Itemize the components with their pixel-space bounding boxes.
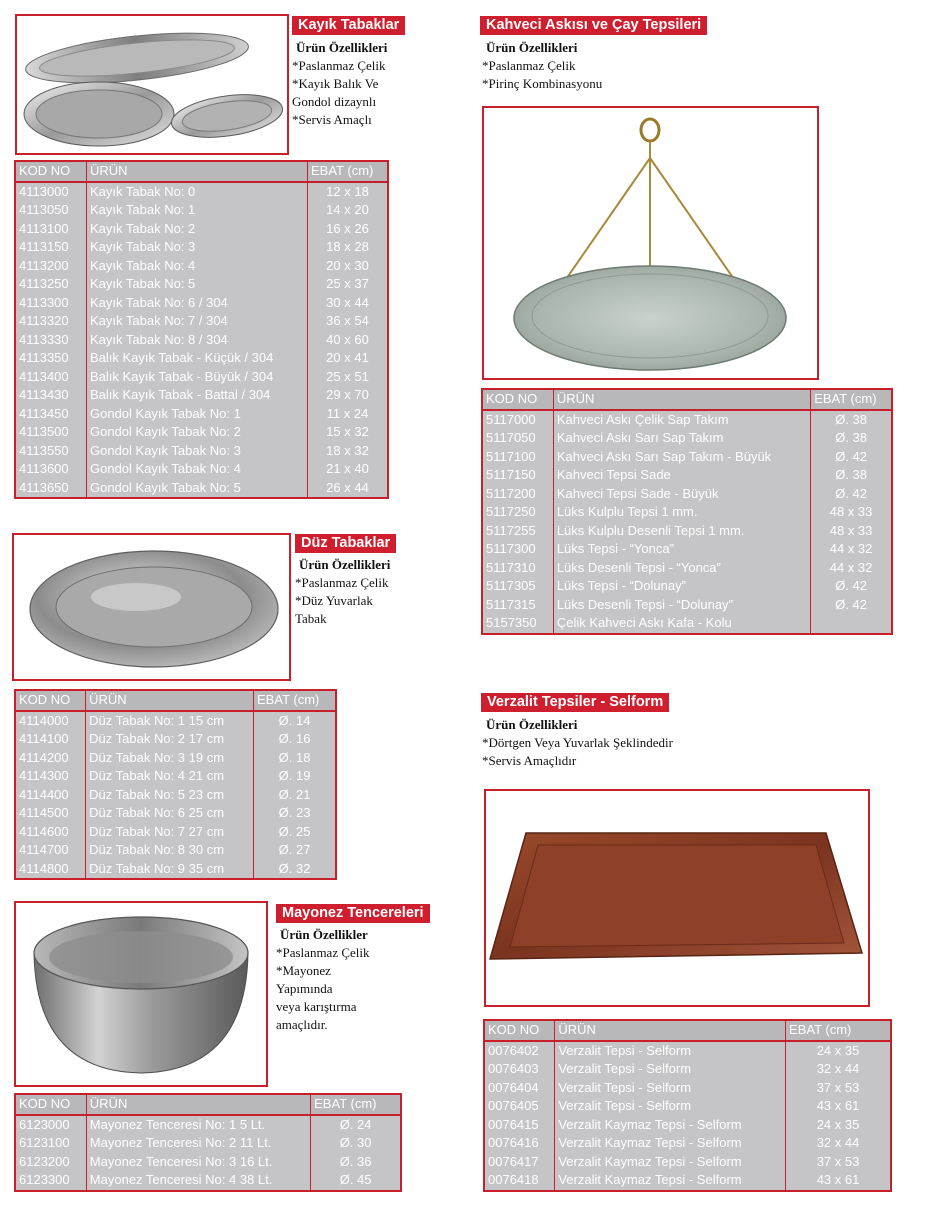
cell-ebat — [810, 614, 891, 633]
table-row — [16, 220, 387, 239]
cell-kod-no: 4114700 — [19, 842, 69, 857]
table-row — [16, 730, 335, 749]
duz-feature-line: Tabak — [295, 611, 327, 626]
cell-urun: Düz Tabak No: 7 27 cm — [85, 823, 253, 842]
cell-urun: Kayık Tabak No: 5 — [86, 275, 307, 294]
header-kod-no: KOD NO — [486, 391, 538, 406]
cell-urun: Düz Tabak No: 5 23 cm — [85, 786, 253, 805]
mayonez-feature-line: amaçlıdır. — [276, 1017, 328, 1032]
table-row — [485, 1116, 890, 1135]
cell-ebat: Ø. 16 — [253, 730, 335, 749]
cell-ebat: 40 x 60 — [307, 331, 387, 350]
mayonez-feature-line: *Paslanmaz Çelik — [276, 945, 370, 960]
table-row — [485, 1134, 890, 1153]
cell-kod-no: 4113450 — [19, 405, 69, 421]
flat-plate-illustration — [14, 535, 289, 679]
table-row — [483, 411, 891, 430]
cell-kod-no: 4114200 — [19, 749, 69, 765]
cell-ebat: 20 x 41 — [307, 349, 387, 368]
cell-urun: Düz Tabak No: 1 15 cm — [85, 712, 253, 731]
cell-urun: Lüks Desenli Tepsi - “Yonca” — [553, 559, 810, 578]
table-row — [483, 485, 891, 504]
cell-kod-no: 4114000 — [19, 712, 69, 728]
cell-urun: Kayık Tabak No: 3 — [86, 238, 307, 257]
cell-kod-no: 4113320 — [19, 313, 69, 328]
cell-ebat: Ø. 36 — [310, 1153, 400, 1172]
table-row — [483, 614, 891, 633]
cell-kod-no: 4113000 — [19, 183, 69, 199]
cell-kod-no: 5117000 — [486, 411, 536, 427]
header-urun: ÜRÜN — [86, 162, 307, 181]
oval-trays-illustration — [17, 16, 287, 153]
header-ebat: EBAT (cm) — [310, 1095, 400, 1114]
cell-ebat: Ø. 27 — [253, 841, 335, 860]
cell-kod-no: 4114300 — [19, 768, 69, 783]
cell-urun: Balık Kayık Tabak - Küçük / 304 — [86, 349, 307, 368]
cell-urun: Çelik Kahveci Askı Kafa - Kolu — [553, 614, 810, 633]
mayonez-features — [276, 926, 406, 1034]
cell-ebat: 24 x 35 — [785, 1116, 890, 1135]
cell-kod-no: 4113100 — [19, 220, 69, 236]
header-kod-no: KOD NO — [19, 1096, 71, 1111]
cell-urun: Verzalit Kaymaz Tepsi - Selform — [554, 1116, 785, 1135]
cell-urun: Düz Tabak No: 9 35 cm — [85, 860, 253, 879]
duz-features — [295, 556, 415, 628]
cell-kod-no: 4114500 — [19, 805, 69, 820]
verzalit-feature-line: *Servis Amaçlıdır — [482, 753, 577, 768]
table-row — [16, 183, 387, 202]
cell-ebat: Ø. 38 — [810, 466, 891, 485]
cell-ebat: Ø. 42 — [810, 485, 891, 504]
cell-urun: Lüks Desenli Tepsi - “Dolunay” — [553, 596, 810, 615]
cell-ebat: 25 x 37 — [307, 275, 387, 294]
cell-urun: Düz Tabak No: 4 21 cm — [85, 767, 253, 786]
cell-urun: Düz Tabak No: 8 30 cm — [85, 841, 253, 860]
cell-ebat: 44 x 32 — [810, 559, 891, 578]
cell-urun: Gondol Kayık Tabak No: 2 — [86, 423, 307, 442]
table-row — [16, 405, 387, 424]
cell-urun: Düz Tabak No: 3 19 cm — [85, 749, 253, 768]
kayik-features-heading: Ürün Özellikleri — [296, 40, 388, 55]
cell-ebat: 25 x 51 — [307, 368, 387, 387]
cell-kod-no: 4113600 — [19, 461, 69, 476]
cell-kod-no: 5117255 — [486, 522, 536, 538]
cell-ebat: 32 x 44 — [785, 1060, 890, 1079]
cell-urun: Kahveci Askı Sarı Sap Takım - Büyük — [553, 448, 810, 467]
cell-kod-no: 6123200 — [19, 1153, 70, 1169]
header-urun: ÜRÜN — [553, 390, 810, 409]
table-row — [483, 429, 891, 448]
cell-urun: Kayık Tabak No: 4 — [86, 257, 307, 276]
kahveci-product-table — [481, 388, 893, 635]
cell-urun: Verzalit Tepsi - Selform — [554, 1097, 785, 1116]
table-row — [483, 466, 891, 485]
kahveci-feature-line: *Paslanmaz Çelik — [482, 58, 576, 73]
cell-ebat: 24 x 35 — [785, 1042, 890, 1061]
cell-urun: Kahveci Askı Sarı Sap Takım — [553, 429, 810, 448]
header-urun: ÜRÜN — [85, 691, 253, 710]
cell-ebat: 43 x 61 — [785, 1171, 890, 1190]
cell-kod-no: 0076417 — [488, 1153, 539, 1169]
cell-urun: Lüks Kulplu Tepsi 1 mm. — [553, 503, 810, 522]
kayik-feature-line: *Paslanmaz Çelik — [292, 58, 386, 73]
cell-urun: Gondol Kayık Tabak No: 3 — [86, 442, 307, 461]
table-row — [16, 860, 335, 879]
kayik-feature-line: *Kayık Balık Ve — [292, 76, 379, 91]
cell-urun: Kayık Tabak No: 2 — [86, 220, 307, 239]
verzalit-section-title: Verzalit Tepsiler - Selform — [481, 693, 669, 712]
cell-urun: Kayık Tabak No: 8 / 304 — [86, 331, 307, 350]
verzalit-features-heading: Ürün Özellikleri — [486, 717, 578, 732]
duz-features-heading: Ürün Özellikleri — [299, 557, 391, 572]
table-header-row — [485, 1021, 890, 1042]
kayik-tabak-photo — [15, 14, 289, 155]
table-row — [483, 522, 891, 541]
table-row — [485, 1153, 890, 1172]
cell-urun: Verzalit Tepsi - Selform — [554, 1079, 785, 1098]
table-row — [16, 238, 387, 257]
mayonez-features-heading: Ürün Özellikler — [280, 927, 368, 942]
table-row — [485, 1060, 890, 1079]
table-row — [16, 479, 387, 498]
table-row — [16, 1171, 400, 1190]
mayonez-feature-line: Yapımında — [276, 981, 333, 996]
cell-kod-no: 0076403 — [488, 1061, 539, 1076]
header-kod-no: KOD NO — [19, 163, 71, 178]
kahveci-feature-line: *Pirinç Kombinasyonu — [482, 76, 603, 91]
cell-urun: Verzalit Kaymaz Tepsi - Selform — [554, 1171, 785, 1190]
kayik-features — [292, 39, 422, 129]
cell-ebat: 12 x 18 — [307, 183, 387, 202]
cell-urun: Gondol Kayık Tabak No: 5 — [86, 479, 307, 498]
cell-ebat: 48 x 33 — [810, 503, 891, 522]
cell-kod-no: 4113050 — [19, 202, 69, 217]
cell-urun: Verzalit Kaymaz Tepsi - Selform — [554, 1153, 785, 1172]
kahveci-features-heading: Ürün Özellikleri — [486, 40, 578, 55]
cell-ebat: Ø. 38 — [810, 429, 891, 448]
kahveci-section-title: Kahveci Askısı ve Çay Tepsileri — [480, 16, 707, 35]
verzalit-product-table — [483, 1019, 892, 1192]
cell-kod-no: 0076402 — [488, 1042, 539, 1058]
cell-urun: Kayık Tabak No: 7 / 304 — [86, 312, 307, 331]
cell-ebat: 44 x 32 — [810, 540, 891, 559]
cell-kod-no: 5157350 — [486, 615, 537, 630]
cell-urun: Mayonez Tenceresi No: 3 16 Lt. — [86, 1153, 310, 1172]
cell-kod-no: 6123300 — [19, 1172, 70, 1187]
cell-ebat: Ø. 21 — [253, 786, 335, 805]
cell-ebat: Ø. 25 — [253, 823, 335, 842]
cell-urun: Balık Kayık Tabak - Battal / 304 — [86, 386, 307, 405]
cell-kod-no: 4113500 — [19, 424, 69, 439]
cell-kod-no: 0076405 — [488, 1098, 539, 1113]
table-row — [16, 749, 335, 768]
cell-urun: Düz Tabak No: 6 25 cm — [85, 804, 253, 823]
cell-urun: Lüks Tepsi - “Dolunay” — [553, 577, 810, 596]
cell-ebat: 26 x 44 — [307, 479, 387, 498]
cell-kod-no: 4113400 — [19, 368, 69, 384]
table-row — [16, 1153, 400, 1172]
header-kod-no: KOD NO — [19, 692, 71, 707]
cell-kod-no: 5117150 — [486, 467, 536, 482]
header-urun: ÜRÜN — [86, 1095, 310, 1114]
cell-urun: Kahveci Askı Çelik Sap Takım — [553, 411, 810, 430]
verzalit-features — [482, 716, 742, 770]
duz-product-table — [14, 689, 337, 880]
cell-urun: Kayık Tabak No: 6 / 304 — [86, 294, 307, 313]
cell-ebat: 18 x 28 — [307, 238, 387, 257]
cell-kod-no: 0076416 — [488, 1135, 539, 1150]
header-ebat: EBAT (cm) — [253, 691, 335, 710]
table-row — [16, 786, 335, 805]
cell-ebat: Ø. 42 — [810, 596, 891, 615]
cell-ebat: 11 x 24 — [307, 405, 387, 424]
cell-ebat: 29 x 70 — [307, 386, 387, 405]
table-row — [16, 767, 335, 786]
cell-ebat: 37 x 53 — [785, 1153, 890, 1172]
wood-tray-illustration — [486, 791, 868, 1005]
cell-ebat: 48 x 33 — [810, 522, 891, 541]
duz-tabak-photo — [12, 533, 291, 681]
table-row — [16, 201, 387, 220]
cell-ebat: 16 x 26 — [307, 220, 387, 239]
table-row — [16, 275, 387, 294]
mayonez-feature-line: veya karıştırma — [276, 999, 357, 1014]
cell-kod-no: 6123100 — [19, 1135, 70, 1150]
header-ebat: EBAT (cm) — [307, 162, 387, 181]
cell-urun: Verzalit Tepsi - Selform — [554, 1042, 785, 1061]
cell-urun: Mayonez Tenceresi No: 2 11 Lt. — [86, 1134, 310, 1153]
kahveci-photo — [482, 106, 819, 380]
cell-kod-no: 5117310 — [486, 559, 536, 575]
kayik-section-title: Kayık Tabaklar — [292, 16, 405, 35]
cell-urun: Verzalit Kaymaz Tepsi - Selform — [554, 1134, 785, 1153]
cell-urun: Verzalit Tepsi - Selform — [554, 1060, 785, 1079]
cell-ebat: 36 x 54 — [307, 312, 387, 331]
cell-ebat: Ø. 18 — [253, 749, 335, 768]
table-row — [483, 448, 891, 467]
cell-ebat: Ø. 24 — [310, 1116, 400, 1135]
cell-kod-no: 4113350 — [19, 350, 69, 365]
cell-urun: Mayonez Tenceresi No: 1 5 Lt. — [86, 1116, 310, 1135]
cell-ebat: 30 x 44 — [307, 294, 387, 313]
cell-kod-no: 4113150 — [19, 239, 69, 254]
cell-ebat: 37 x 53 — [785, 1079, 890, 1098]
table-row — [483, 577, 891, 596]
verzalit-photo — [484, 789, 870, 1007]
cell-urun: Gondol Kayık Tabak No: 1 — [86, 405, 307, 424]
cell-kod-no: 5117315 — [486, 596, 536, 612]
table-row — [485, 1079, 890, 1098]
cell-kod-no: 5117050 — [486, 430, 536, 445]
cell-kod-no: 4114600 — [19, 823, 69, 839]
cell-urun: Lüks Tepsi - “Yonca” — [553, 540, 810, 559]
cell-ebat: Ø. 45 — [310, 1171, 400, 1190]
table-row — [16, 423, 387, 442]
cell-urun: Kayık Tabak No: 1 — [86, 201, 307, 220]
cell-kod-no: 4114100 — [19, 731, 69, 746]
table-header-row — [16, 691, 335, 712]
cell-kod-no: 5117100 — [486, 448, 536, 464]
cell-kod-no: 4113300 — [19, 294, 69, 310]
duz-feature-line: *Düz Yuvarlak — [295, 593, 373, 608]
cell-kod-no: 4114800 — [19, 860, 69, 876]
header-urun: ÜRÜN — [554, 1021, 785, 1040]
table-row — [16, 294, 387, 313]
cell-ebat: 14 x 20 — [307, 201, 387, 220]
cell-kod-no: 4113250 — [19, 276, 69, 291]
verzalit-feature-line: *Dörtgen Veya Yuvarlak Şeklindedir — [482, 735, 673, 750]
cell-kod-no: 6123000 — [19, 1116, 70, 1132]
kayik-feature-line: Gondol dizaynlı — [292, 94, 377, 109]
cell-ebat: 15 x 32 — [307, 423, 387, 442]
table-row — [16, 804, 335, 823]
mayonez-section-title: Mayonez Tencereleri — [276, 904, 430, 923]
table-row — [483, 503, 891, 522]
table-row — [16, 386, 387, 405]
table-row — [483, 559, 891, 578]
table-row — [16, 257, 387, 276]
table-row — [16, 442, 387, 461]
table-row — [16, 349, 387, 368]
table-row — [485, 1042, 890, 1061]
table-header-row — [16, 162, 387, 183]
table-row — [485, 1097, 890, 1116]
cell-kod-no: 0076404 — [488, 1079, 539, 1095]
cell-kod-no: 4113550 — [19, 442, 69, 458]
kayik-feature-line: *Servis Amaçlı — [292, 112, 372, 127]
cell-ebat: Ø. 19 — [253, 767, 335, 786]
cell-ebat: Ø. 14 — [253, 712, 335, 731]
table-row — [16, 712, 335, 731]
table-row — [16, 331, 387, 350]
kahveci-features — [482, 39, 702, 93]
table-row — [16, 460, 387, 479]
cell-kod-no: 5117305 — [486, 578, 536, 593]
table-header-row — [16, 1095, 400, 1116]
table-header-row — [483, 390, 891, 411]
cell-urun: Kahveci Tepsi Sade — [553, 466, 810, 485]
cell-ebat: Ø. 42 — [810, 577, 891, 596]
table-row — [16, 1116, 400, 1135]
cell-kod-no: 0076418 — [488, 1172, 539, 1187]
cell-kod-no: 4113200 — [19, 257, 69, 273]
cell-ebat: Ø. 30 — [310, 1134, 400, 1153]
table-row — [16, 368, 387, 387]
cell-ebat: 32 x 44 — [785, 1134, 890, 1153]
mayonez-product-table — [14, 1093, 402, 1192]
cell-urun: Balık Kayık Tabak - Büyük / 304 — [86, 368, 307, 387]
cell-urun: Düz Tabak No: 2 17 cm — [85, 730, 253, 749]
header-ebat: EBAT (cm) — [810, 390, 891, 409]
table-row — [16, 1134, 400, 1153]
table-row — [485, 1171, 890, 1190]
cell-urun: Kahveci Tepsi Sade - Büyük — [553, 485, 810, 504]
kayik-product-table — [14, 160, 389, 499]
cell-urun: Mayonez Tenceresi No: 4 38 Lt. — [86, 1171, 310, 1190]
table-row — [483, 540, 891, 559]
mayonez-photo — [14, 901, 268, 1087]
header-kod-no: KOD NO — [488, 1022, 540, 1037]
cell-ebat: Ø. 42 — [810, 448, 891, 467]
mixing-bowl-illustration — [16, 903, 266, 1085]
cell-ebat: 21 x 40 — [307, 460, 387, 479]
cell-ebat: Ø. 38 — [810, 411, 891, 430]
cell-kod-no: 4113330 — [19, 331, 69, 347]
cell-urun: Kayık Tabak No: 0 — [86, 183, 307, 202]
cell-ebat: Ø. 32 — [253, 860, 335, 879]
table-row — [483, 596, 891, 615]
duz-feature-line: *Paslanmaz Çelik — [295, 575, 389, 590]
coffee-hanger-illustration — [484, 108, 817, 378]
cell-kod-no: 0076415 — [488, 1116, 539, 1132]
cell-kod-no: 4114400 — [19, 786, 69, 802]
table-row — [16, 312, 387, 331]
table-row — [16, 841, 335, 860]
cell-urun: Gondol Kayık Tabak No: 4 — [86, 460, 307, 479]
header-ebat: EBAT (cm) — [785, 1021, 890, 1040]
cell-ebat: Ø. 23 — [253, 804, 335, 823]
table-row — [16, 823, 335, 842]
cell-kod-no: 4113430 — [19, 387, 69, 402]
cell-ebat: 20 x 30 — [307, 257, 387, 276]
cell-kod-no: 4113650 — [19, 479, 69, 495]
cell-ebat: 43 x 61 — [785, 1097, 890, 1116]
cell-kod-no: 5117300 — [486, 541, 536, 556]
mayonez-feature-line: *Mayonez — [276, 963, 331, 978]
duz-section-title: Düz Tabaklar — [295, 534, 396, 553]
cell-kod-no: 5117200 — [486, 485, 536, 501]
cell-ebat: 18 x 32 — [307, 442, 387, 461]
cell-urun: Lüks Kulplu Desenli Tepsi 1 mm. — [553, 522, 810, 541]
cell-kod-no: 5117250 — [486, 504, 536, 519]
